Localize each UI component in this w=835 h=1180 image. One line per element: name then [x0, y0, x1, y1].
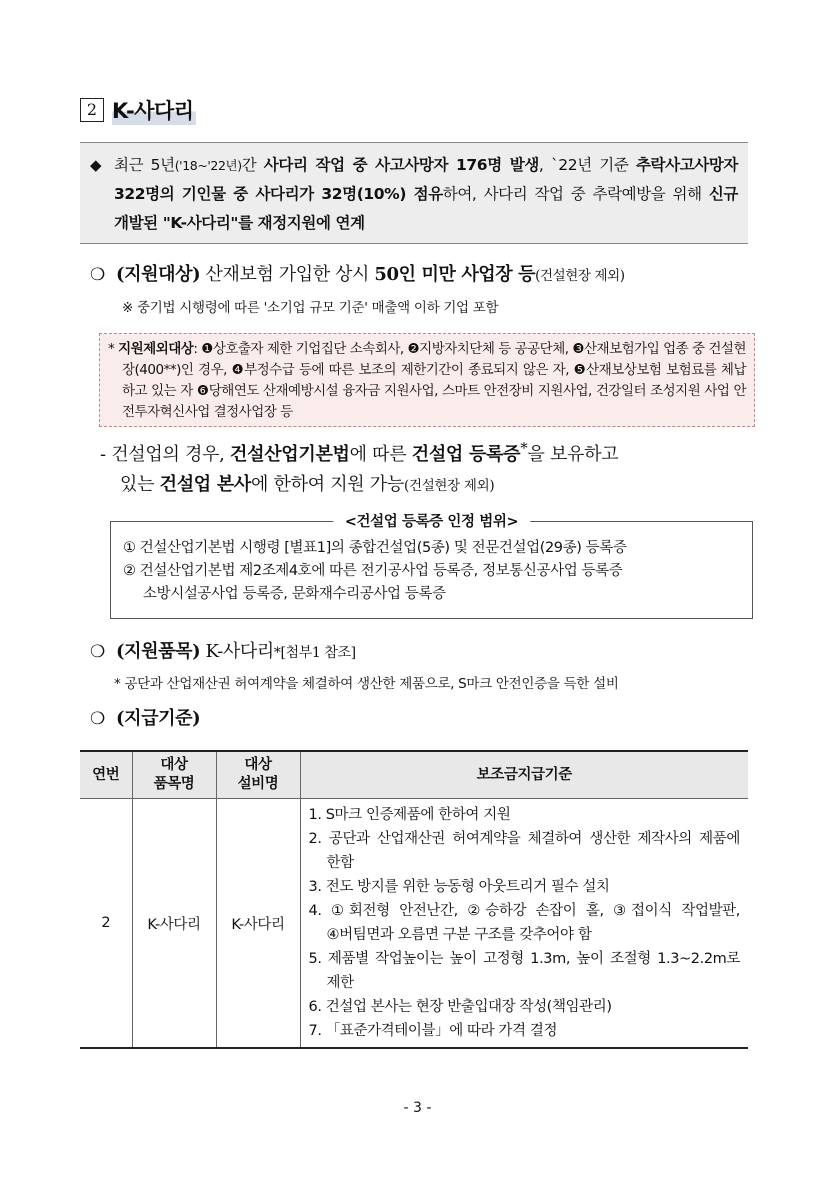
criteria-label: (지급기준): [116, 708, 201, 729]
construction-text: 에 따른: [349, 444, 412, 465]
construction-text: 건설업의 경우,: [111, 444, 231, 465]
target-label: (지원대상): [116, 264, 201, 285]
circle-bullet-icon: ❍: [90, 265, 106, 285]
construction-text: 을 보유하고: [527, 444, 619, 465]
table-row: [80, 799, 748, 1049]
table-header-row: [80, 751, 748, 799]
target-text: 산재보험 가입한 상시: [200, 264, 375, 285]
cell-criteria: [300, 799, 748, 1049]
list-item: 3. 전도 방지를 위한 능동형 아웃트리거 필수 설치: [308, 879, 610, 895]
item-section: [90, 637, 356, 663]
summary-text-part: 간: [241, 156, 264, 174]
item-text: K-사다리: [200, 641, 274, 662]
list-item: 6. 건설업 본사는 현장 반출입대장 작성(책임관리): [308, 999, 612, 1015]
summary-box: [80, 142, 748, 244]
criteria-list: [309, 803, 741, 1043]
section-heading: [80, 95, 196, 125]
header-item: 대상 품목명: [132, 751, 216, 799]
dash-bullet: -: [100, 444, 112, 465]
item-footnote: * 공단과 산업재산권 허여계약을 체결하여 생산한 제품으로, S마크 안전인증을 득한 설비: [114, 676, 619, 692]
target-footnote: ※ 중기법 시행령에 따른 '소기업 규모 기준' 매출액 이하 기업 포함: [122, 300, 499, 316]
item-line: [116, 637, 356, 663]
summary-text: [90, 151, 738, 238]
item-label: (지원품목): [116, 641, 201, 662]
scope-item: ① 건설산업기본법 시행령 [별표1]의 종합건설업(5종) 및 전문건설업(29종) 등록증: [123, 540, 627, 556]
list-item: 2. 공단과 산업재산권 허여계약을 체결하여 생산한 제작사의 제품에 한함: [308, 831, 740, 871]
summary-text-part: , `22년 기준: [538, 156, 636, 174]
circle-bullet-icon: ❍: [90, 642, 106, 662]
circle-bullet-icon: ❍: [90, 709, 106, 729]
exclusion-star: *: [108, 341, 119, 357]
section-number-box: 2: [80, 98, 104, 122]
target-highlight: 50인 미만 사업장 등: [374, 264, 536, 285]
scope-item-continued: 소방시설공사업 등록증, 문화재수리공사업 등록증: [143, 586, 446, 602]
header-criteria: 보조금지급기준: [300, 751, 748, 799]
summary-years: ('18~'22년): [174, 158, 242, 173]
page-number: - 3 -: [403, 1100, 432, 1116]
summary-text-part: 최근 5년: [114, 156, 175, 174]
list-item: 5. 제품별 작업높이는 높이 고정형 1.3m, 높이 조절형 1.3~2.2m로 제한: [308, 951, 740, 991]
scope-title-rule: [110, 514, 753, 530]
summary-highlight: 사다리 작업 중 사고사망자 176명 발생: [263, 156, 539, 174]
exclusion-body: : ❶상호출자 제한 기업집단 소속회사, ❷지방자치단체 등 공공단체, ❸산재보험가입 업종 중 건설현장(400**)인 경우, ❹부정수급 등에 따른 보조의 제한기간이 종료되지 않은 자, ❺산재보상보험 보험료를 체납하고 있는 자 ❻당해연도 산재예방시설 융자금 지원사업, 스마트 안전장비 지원사업, 건강일터 조성지원 사업 안전투자혁신사업 결정사업장 등: [122, 341, 746, 420]
scope-item: ② 건설산업기본법 제2조제4호에 따른 전기공사업 등록증, 정보통신공사업 등록증: [123, 563, 623, 579]
list-item: 7. 「표준가격테이블」에 따라 가격 결정: [308, 1023, 558, 1039]
header-equip: 대상 설비명: [216, 751, 300, 799]
summary-highlight: 추락사고사망자 322명의 기인물 중 사다리가 32명(10%) 점유: [114, 156, 738, 203]
list-item: 4. ①회전형 안전난간, ②승하강 손잡이 홀, ③접이식 작업발판, ④버팀면과 오름면 구분 구조를 갖추어야 함: [308, 903, 740, 943]
criteria-section: [90, 704, 200, 730]
construction-highlight: 건설산업기본법: [230, 444, 350, 465]
construction-highlight: 건설업 본사: [159, 474, 252, 495]
registration-scope-box: [110, 514, 753, 619]
construction-note-small: (건설현장 제외): [403, 478, 495, 494]
construction-line-2: [100, 470, 760, 501]
exclusion-text: [108, 339, 746, 423]
target-line: [116, 260, 625, 286]
cell-no: 2: [80, 799, 132, 1049]
section-title: K-사다리: [112, 95, 196, 125]
exclusion-box: [99, 333, 755, 427]
exclusion-label: 지원제외대상: [118, 341, 194, 357]
criteria-table: [80, 750, 748, 1049]
target-section: [90, 260, 625, 286]
summary-text-part: 하여, 사다리 작업 중 추락예방을 위해: [442, 185, 709, 203]
construction-paragraph: [100, 433, 760, 501]
construction-text: 있는: [120, 474, 160, 495]
scope-title: <건설업 등록증 인정 범위>: [333, 511, 531, 534]
cell-item: K-사다리: [132, 799, 216, 1049]
summary-highlight: 신규 개발된 "K-사다리"를 재정지원에 연계: [114, 185, 738, 232]
cell-equip: K-사다리: [216, 799, 300, 1049]
target-note-small: (건설현장 제외): [535, 268, 625, 284]
construction-line-1: [100, 433, 760, 470]
header-no: 연번: [80, 751, 132, 799]
construction-highlight: 건설업 등록증: [411, 444, 521, 465]
footnote-marker: *: [520, 439, 528, 457]
list-item: 1. S마크 인증제품에 한하여 지원: [308, 807, 511, 823]
diamond-bullet-icon: ◆: [90, 156, 102, 174]
item-reference: *[첨부1 참조]: [273, 645, 356, 661]
construction-text: 에 한하여 지원 가능: [251, 474, 404, 495]
